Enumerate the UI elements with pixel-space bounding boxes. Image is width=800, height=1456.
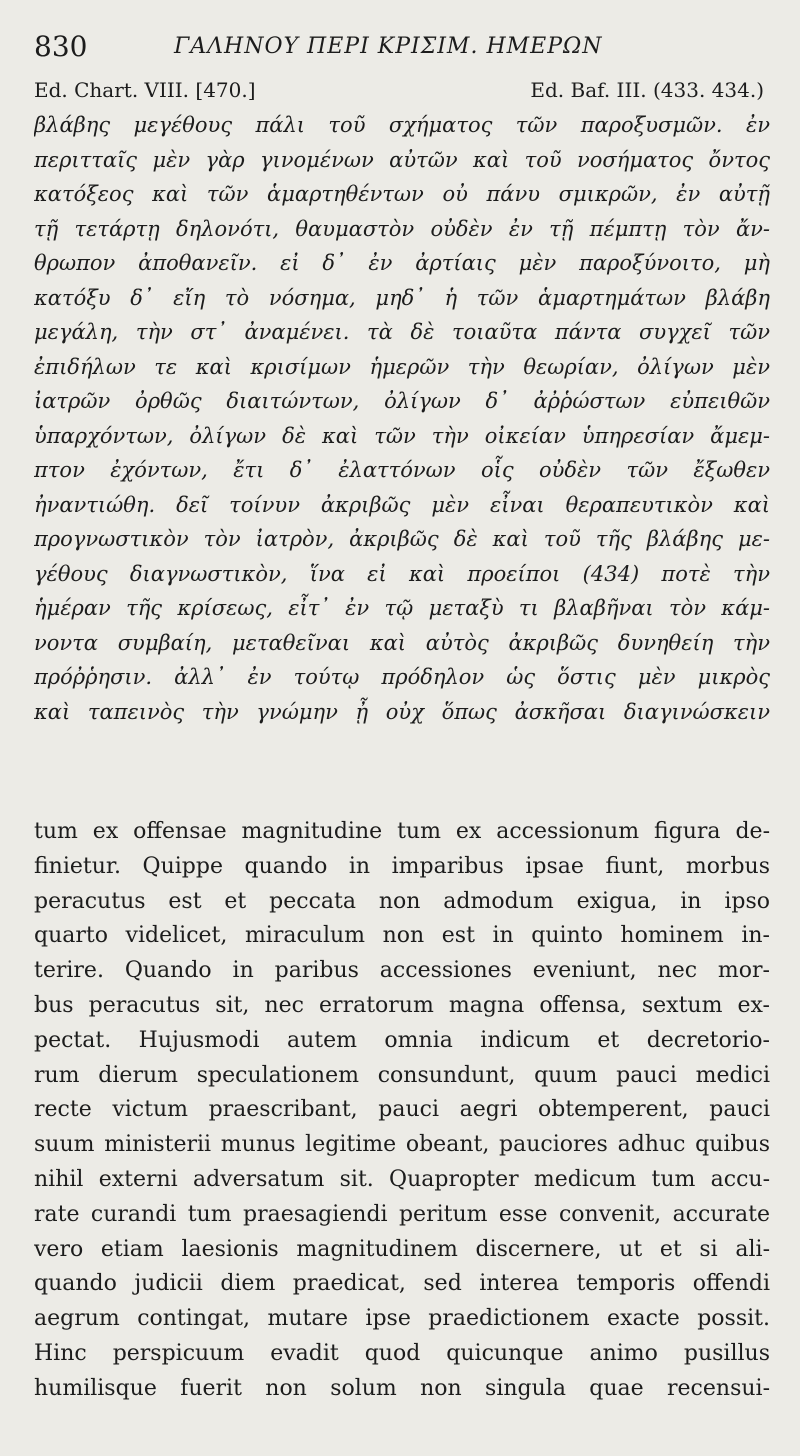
- greek-text-line: γέθους διαγνωστικὸν, ἵνα εἰ καὶ προείποι (434) ποτὲ τὴν: [34, 561, 770, 586]
- latin-text-line: suum ministerii munus legitime obeant, pauciores adhuc quibus: [34, 1132, 770, 1158]
- greek-text-line: νοντα συμβαίη, μεταθεῖναι καὶ αὐτὸς ἀκριβῶς δυνηθείη τὴν: [34, 630, 770, 655]
- running-title: ΓΑΛΗΝΟΥ ΠΕΡΙ ΚΡΙΣΙΜ. ΗΜΕΡΩΝ: [174, 34, 603, 59]
- latin-text-line: recte victum praescribant, pauci aegri obtemperent, pauci: [34, 1097, 770, 1123]
- latin-text-line: finietur. Quippe quando in imparibus ipsae fiunt, morbus: [34, 853, 770, 879]
- latin-text-line: rate curandi tum praesagiendi peritum esse convenit, accurate: [34, 1201, 770, 1227]
- page-number: 830: [34, 30, 88, 63]
- greek-text-line: μεγάλη, τὴν στ᾽ ἀναμένει. τὰ δὲ τοιαῦτα πάντα συγχεῖ τῶν: [34, 320, 770, 344]
- greek-text-line: ἡμέραν τῆς κρίσεως, εἶτ᾽ ἐν τῷ μεταξὺ τι βλαβῆναι τὸν κάμ-: [34, 596, 770, 620]
- greek-text-line: καὶ ταπεινὸς τὴν γνώμην ᾖ οὐχ ὅπως ἀσκῆσαι διαγινώσκειν: [34, 699, 770, 724]
- greek-text-line: κατόξυ δ᾽ εἴη τὸ νόσημα, μηδ᾽ ἡ τῶν ἁμαρτημάτων βλάβη: [34, 285, 770, 310]
- latin-text-line: bus peracutus sit, nec erratorum magna offensa, sextum ex-: [34, 992, 770, 1018]
- greek-text-line: βλάβης μεγέθους πάλι τοῦ σχήματος τῶν παροξυσμῶν. ἐν: [34, 113, 770, 137]
- greek-text-line: ἰατρῶν ὀρθῶς διαιτώντων, ὀλίγων δ᾽ ἀῤῥώστων εὐπειθῶν: [34, 389, 770, 413]
- latin-text-line: peracutus est et peccata non admodum exigua, in ipso: [34, 888, 770, 914]
- greek-text-line: ὑπαρχόντων, ὀλίγων δὲ καὶ τῶν τὴν οἰκείαν ὑπηρεσίαν ἄμεμ-: [34, 423, 770, 448]
- edition-reference-bas: Ed. Baf. III. (433. 434.): [530, 78, 764, 102]
- greek-text-line: τῇ τετάρτῃ δηλονότι, θαυμαστὸν οὐδὲν ἐν τῇ πέμπτῃ τὸν ἄν-: [34, 216, 770, 241]
- latin-text-line: quarto videlicet, miraculum non est in quinto hominem in-: [34, 923, 770, 949]
- latin-text-block: [34, 815, 770, 1407]
- latin-text-line: nihil externi adversatum sit. Quapropter medicum tum accu-: [34, 1166, 770, 1192]
- latin-text-line: Hinc perspicuum evadit quod quicunque animo pusillus: [34, 1340, 770, 1366]
- greek-text-line: πτον ἐχόντων, ἔτι δ᾽ ἐλαττόνων οἷς οὐδὲν τῶν ἔξωθεν: [34, 458, 770, 482]
- latin-text-line: aegrum contingat, mutare ipse praedictionem exacte possit.: [34, 1306, 770, 1332]
- latin-text-line: quando judicii diem praedicat, sed interea temporis offendi: [34, 1271, 770, 1297]
- latin-text-line: humilisque fuerit non solum non singula quae recensui-: [34, 1375, 770, 1401]
- greek-text-line: περιτταῖς μὲν γὰρ γινομένων αὐτῶν καὶ τοῦ νοσήματος ὄντος: [34, 147, 770, 172]
- running-head: [34, 30, 774, 70]
- latin-text-line: pectat. Hujusmodi autem omnia indicum et decretorio-: [34, 1027, 770, 1053]
- greek-text-line: θρωπον ἀποθανεῖν. εἰ δ᾽ ἐν ἀρτίαις μὲν παροξύνοιτο, μὴ: [34, 251, 770, 275]
- greek-text-line: ἠναντιώθη. δεῖ τοίνυν ἀκριβῶς μὲν εἶναι θεραπευτικὸν καὶ: [34, 492, 770, 517]
- latin-text-line: terire. Quando in paribus accessiones eveniunt, nec mor-: [34, 958, 770, 984]
- latin-text-line: vero etiam laesionis magnitudinem discernere, ut et si ali-: [34, 1236, 770, 1262]
- edition-references: [34, 78, 764, 108]
- edition-reference-chart: Ed. Chart. VIII. [470.]: [34, 78, 256, 102]
- greek-text-line: πρόῤῥησιν. ἀλλ᾽ ἐν τούτῳ πρόδηλον ὡς ὅστις μὲν μικρὸς: [34, 665, 770, 689]
- greek-text-line: κατόξεος καὶ τῶν ἁμαρτηθέντων οὐ πάνυ σμικρῶν, ἐν αὐτῇ: [34, 182, 770, 206]
- greek-text-line: ἐπιδήλων τε καὶ κρισίμων ἡμερῶν τὴν θεωρίαν, ὀλίγων μὲν: [34, 354, 770, 379]
- latin-text-line: rum dierum speculationem consundunt, quum pauci medici: [34, 1062, 770, 1088]
- greek-text-block: [34, 108, 770, 729]
- greek-text-line: προγνωστικὸν τὸν ἰατρὸν, ἀκριβῶς δὲ καὶ τοῦ τῆς βλάβης με-: [34, 527, 770, 551]
- latin-text-line: tum ex offensae magnitudine tum ex accessionum figura de-: [34, 819, 770, 844]
